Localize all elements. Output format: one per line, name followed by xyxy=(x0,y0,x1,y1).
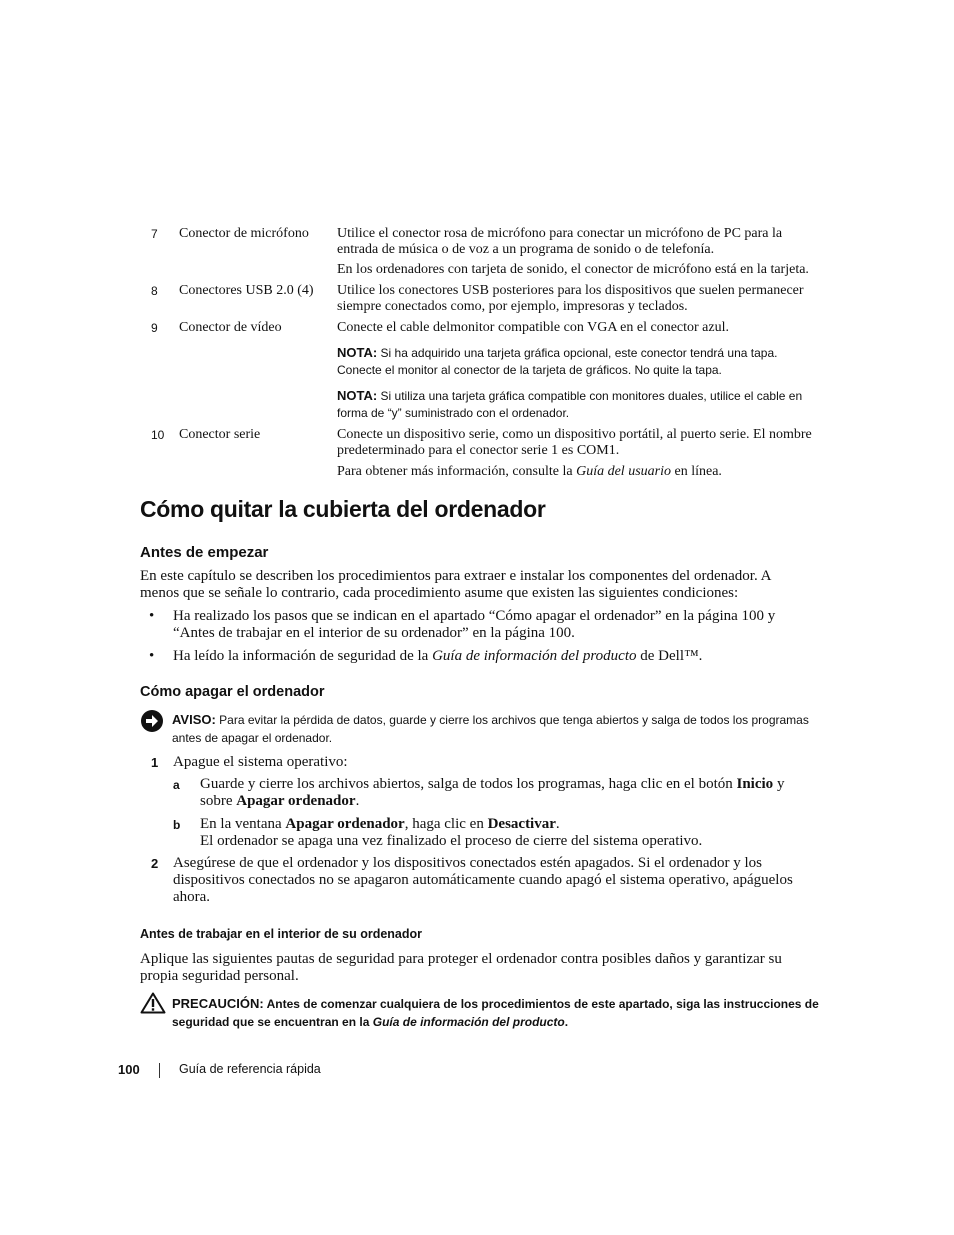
row-name: Conector serie xyxy=(179,427,261,442)
interior-intro: Aplique las siguientes pautas de seguridad para proteger el ordenador contra posibles daños y garantizar su propia seguridad personal. xyxy=(140,951,782,984)
row-name: Conectores USB 2.0 (4) xyxy=(179,283,314,298)
note-label: NOTA: xyxy=(337,388,378,403)
step-text: Apague el sistema operativo: xyxy=(173,754,348,770)
note-text: Si ha adquirido una tarjeta gráfica opcional, este conector tendrá una tapa. Conecte el monitor al conector de la tarjeta de gráficos. No quite la tapa. xyxy=(337,346,778,377)
row-number: 9 xyxy=(151,321,158,335)
heading-antes-de-trabajar: Antes de trabajar en el interior de su ordenador xyxy=(140,927,423,941)
user-guide-title: Guía del usuario xyxy=(576,464,671,479)
notice-text: Para evitar la pérdida de datos, guarde y cierre los archivos que tenga abiertos y salga de todos los programas antes de apagar el ordenador. xyxy=(172,713,809,745)
row-number: 7 xyxy=(151,227,158,241)
heading-como-apagar: Cómo apagar el ordenador xyxy=(140,684,325,700)
product-guide-title: Guía de información del producto xyxy=(372,1015,565,1029)
notice-arrow-icon xyxy=(140,709,164,733)
list-item: Ha realizado los pasos que se indican en el apartado “Cómo apagar el ordenador” en la página 100 y “Antes de trabajar en el interior de su ordenador” en la página 100. xyxy=(173,608,776,641)
row-name: Conector de vídeo xyxy=(179,320,282,335)
substep-text: En la ventana Apagar ordenador, haga clic en Desactivar. El ordenador se apaga una vez finalizado el proceso de cierre del sistema operativo. xyxy=(200,816,703,849)
list-item: Ha leído la información de seguridad de la Guía de información del producto de Dell™. xyxy=(173,648,703,664)
substep-letter: a xyxy=(173,778,180,792)
step-number: 2 xyxy=(151,856,159,871)
page-number: 100 xyxy=(118,1062,140,1077)
heading-antes-de-empezar: Antes de empezar xyxy=(140,544,269,561)
row-description: En los ordenadores con tarjeta de sonido, el conector de micrófono está en la tarjeta. xyxy=(337,262,809,277)
row-description: Utilice el conector rosa de micrófono para conectar un micrófono de PC para la entrada de música o de voz a un programa de sonido o de telefonía. xyxy=(337,226,783,257)
notice-label: AVISO: xyxy=(172,712,216,727)
footer-divider xyxy=(159,1063,160,1078)
section-title: Cómo quitar la cubierta del ordenador xyxy=(140,496,546,522)
substep-text: Guarde y cierre los archivos abiertos, salga de todos los programas, haga clic en el botón Inicio y sobre Apagar ordenador. xyxy=(200,776,785,809)
note xyxy=(337,387,817,422)
caution-label: PRECAUCIÓN: xyxy=(172,996,264,1011)
row-description: Para obtener más información, consulte la Guía del usuario en línea. xyxy=(337,464,722,479)
notice xyxy=(172,711,822,747)
bullet-icon: • xyxy=(149,608,155,624)
row-description: Conecte un dispositivo serie, como un dispositivo portátil, al puerto serie. El nombre predeterminado para el conector serie 1 es COM1. xyxy=(337,427,812,458)
step-number: 1 xyxy=(151,755,159,770)
row-description: Utilice los conectores USB posteriores para los dispositivos que suelen permanecer siempre conectados como, por ejemplo, impresoras y teclados. xyxy=(337,283,804,314)
step-text: Asegúrese de que el ordenador y los dispositivos conectados estén apagados. Si el ordenador y los dispositivos conectados no se apagaron automáticamente cuando apagó el sistema operativo, apáguelos ahora. xyxy=(173,855,793,905)
row-number: 8 xyxy=(151,284,158,298)
intro-paragraph: En este capítulo se describen los procedimientos para extraer e instalar los componentes del ordenador. A menos que se señale lo contrario, cada procedimiento asume que existen las siguientes condiciones: xyxy=(140,568,771,601)
row-name: Conector de micrófono xyxy=(179,226,309,241)
product-guide-title: Guía de información del producto xyxy=(432,648,637,664)
row-number: 10 xyxy=(151,428,165,442)
bullet-icon: • xyxy=(149,648,155,664)
caution: PRECAUCIÓN: Antes de comenzar cualquiera de los procedimientos de este apartado, siga las instrucciones de seguridad que se encuentran en la Guía de información del producto. xyxy=(172,996,819,1029)
row-description: Conecte el cable delmonitor compatible con VGA en el conector azul. xyxy=(337,320,729,335)
note xyxy=(337,344,817,379)
caution-triangle-icon xyxy=(140,992,166,1014)
note-text: Si utiliza una tarjeta gráfica compatible con monitores duales, utilice el cable en forma de “y” suministrado con el ordenador. xyxy=(337,389,803,420)
note-label: NOTA: xyxy=(337,345,378,360)
footer-title: Guía de referencia rápida xyxy=(179,1062,321,1076)
substep-letter: b xyxy=(173,818,181,832)
